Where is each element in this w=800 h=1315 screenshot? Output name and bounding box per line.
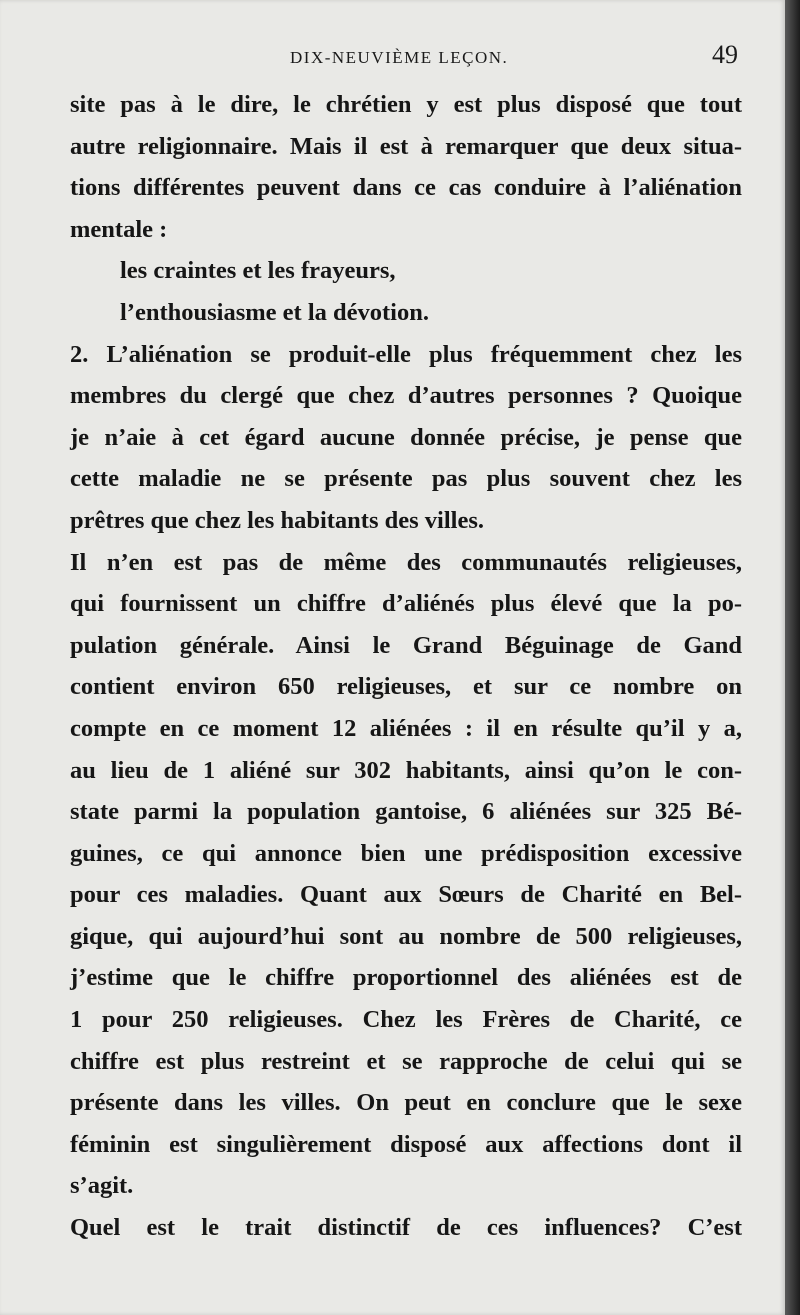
text-line: chiffre est plus restreint et se rapproche de celui qui se — [70, 1047, 742, 1075]
text-line: prêtres que chez les habitants des villes. — [70, 506, 484, 534]
text-line: 1 pour 250 religieuses. Chez les Frères de Charité, ce — [70, 1006, 742, 1034]
text-line: qui fournissent un chiffre d’aliénés plus élevé que la po- — [70, 590, 742, 618]
text-line: l’enthousiasme et la dévotion. — [120, 298, 429, 326]
body-text — [70, 84, 742, 1249]
text-line: les craintes et les frayeurs, — [120, 257, 396, 285]
page-edge — [785, 0, 800, 1315]
text-line: s’agit. — [70, 1172, 134, 1200]
text-line: féminin est singulièrement disposé aux affections dont il — [70, 1130, 742, 1158]
text-line: tions différentes peuvent dans ce cas conduire à l’aliénation — [70, 174, 742, 202]
running-head: DIX-NEUVIÈME LEÇON. — [290, 48, 509, 67]
text-line: présente dans les villes. On peut en conclure que le sexe — [70, 1089, 742, 1117]
text-line: guines, ce qui annonce bien une prédisposition excessive — [70, 839, 742, 867]
text-line: membres du clergé que chez d’autres personnes ? Quoique — [70, 382, 742, 410]
page-header — [0, 38, 785, 78]
text-line: state parmi la population gantoise, 6 aliénées sur 325 Bé- — [70, 798, 742, 826]
text-line: pour ces maladies. Quant aux Sœurs de Charité en Bel- — [70, 881, 742, 909]
text-line: cette maladie ne se présente pas plus souvent chez les — [70, 465, 742, 493]
text-line: Quel est le trait distinctif de ces influences? C’est — [70, 1214, 742, 1242]
text-line: compte en ce moment 12 aliénées : il en résulte qu’il y a, — [70, 714, 742, 742]
text-line: j’estime que le chiffre proportionnel des aliénées est de — [70, 964, 742, 992]
text-line: pulation générale. Ainsi le Grand Béguinage de Gand — [70, 631, 742, 659]
text-line: autre religionnaire. Mais il est à remarquer que deux situa- — [70, 132, 742, 160]
page-number: 49 — [712, 40, 738, 69]
text-line: 2. L’aliénation se produit-elle plus fréquemment chez les — [70, 340, 742, 368]
text-line: gique, qui aujourd’hui sont au nombre de 500 religieuses, — [70, 922, 742, 950]
text-line: au lieu de 1 aliéné sur 302 habitants, ainsi qu’on le con- — [70, 756, 742, 784]
text-line: mentale : — [70, 215, 168, 243]
text-line: contient environ 650 religieuses, et sur ce nombre on — [70, 673, 742, 701]
text-line: site pas à le dire, le chrétien y est plus disposé que tout — [70, 91, 742, 118]
text-line: Il n’en est pas de même des communautés religieuses, — [70, 548, 742, 576]
text-line: je n’aie à cet égard aucune donnée précise, je pense que — [70, 423, 742, 451]
